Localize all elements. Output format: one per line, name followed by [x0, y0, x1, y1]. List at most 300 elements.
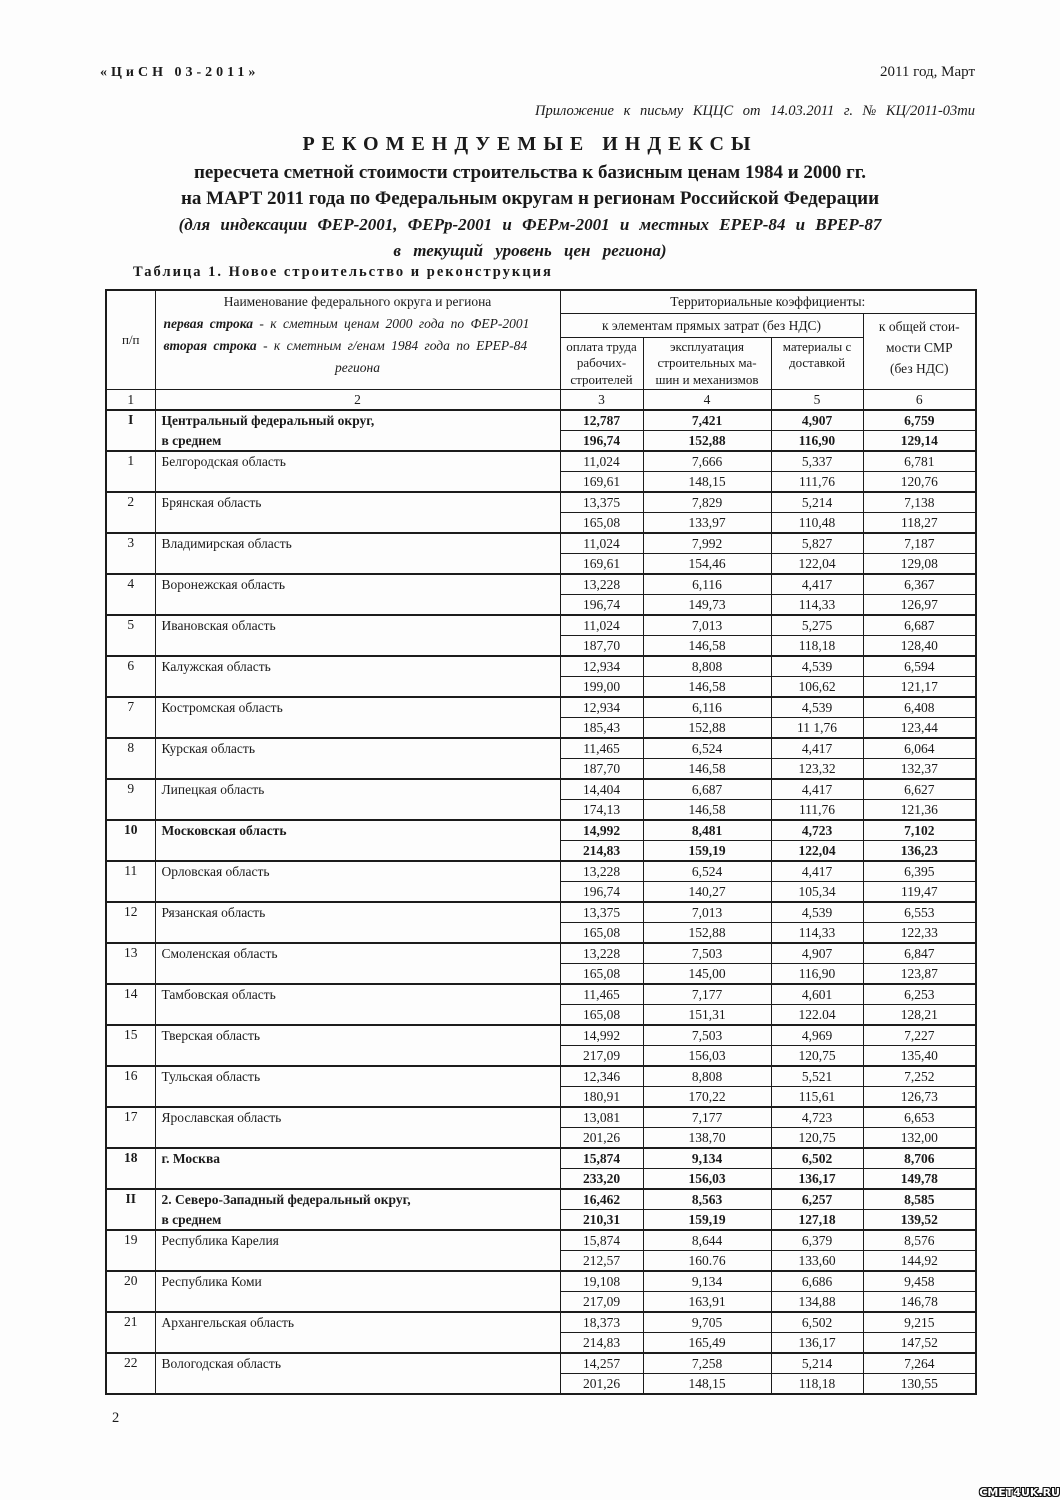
index-value-2000: 15,874	[560, 1230, 643, 1251]
row-number: I	[106, 410, 155, 451]
index-value-1984: 165,49	[643, 1333, 771, 1354]
machines-line-2: строительных ма-	[657, 355, 757, 371]
index-value-2000: 12,934	[560, 697, 643, 718]
index-value-1984: 134,88	[771, 1292, 863, 1313]
table-row	[106, 943, 976, 964]
index-value-2000: 6,553	[863, 902, 976, 923]
index-value-1984: 123,32	[771, 759, 863, 780]
row-number: 8	[106, 738, 155, 779]
index-value-1984: 140,27	[643, 882, 771, 903]
index-value-1984: 126,73	[863, 1087, 976, 1108]
row-number: 3	[106, 533, 155, 574]
region-name-line-1: г. Москва	[161, 1151, 220, 1167]
index-value-1984: 122.04	[771, 1005, 863, 1026]
index-value-2000: 7,264	[863, 1353, 976, 1374]
index-value-1984: 136,17	[771, 1169, 863, 1190]
col-number-5: 5	[771, 390, 863, 411]
machines-line-3: шин и механизмов	[655, 371, 759, 387]
index-value-1984: 152,88	[643, 923, 771, 944]
index-value-2000: 4,417	[771, 574, 863, 595]
index-value-1984: 114,33	[771, 595, 863, 616]
row-number: 15	[106, 1025, 155, 1066]
index-value-1984: 165,08	[560, 1005, 643, 1026]
index-value-1984: 169,61	[560, 472, 643, 493]
index-value-2000: 8,585	[863, 1189, 976, 1210]
table-row	[106, 656, 976, 677]
table-row	[106, 451, 976, 472]
index-value-2000: 7,013	[643, 902, 771, 923]
index-value-1984: 217,09	[560, 1292, 643, 1313]
index-value-1984: 233,20	[560, 1169, 643, 1190]
index-value-2000: 6,847	[863, 943, 976, 964]
region-name-line-1: Смоленская область	[161, 946, 278, 962]
index-value-2000: 6,627	[863, 779, 976, 800]
index-value-1984: 127,18	[771, 1210, 863, 1231]
note-1-lead: первая строка	[163, 316, 254, 331]
row-number: 7	[106, 697, 155, 738]
index-value-1984: 146,58	[643, 800, 771, 821]
col-header-direct-costs: к элементам прямых затрат (без НДС)	[560, 314, 863, 338]
index-value-2000: 6,064	[863, 738, 976, 759]
index-value-2000: 7,666	[643, 451, 771, 472]
index-value-2000: 7,187	[863, 533, 976, 554]
index-value-2000: 6,408	[863, 697, 976, 718]
index-value-2000: 7,177	[643, 1107, 771, 1128]
indices-table	[105, 289, 977, 1395]
index-value-1984: 133,60	[771, 1251, 863, 1272]
index-value-2000: 5,275	[771, 615, 863, 636]
note-2-lead: вторая строка	[163, 338, 257, 353]
labor-line-2: рабочих-	[576, 355, 627, 371]
table-row	[106, 861, 976, 882]
index-value-2000: 6,395	[863, 861, 976, 882]
index-value-2000: 7,013	[643, 615, 771, 636]
index-value-1984: 165,08	[560, 923, 643, 944]
index-value-1984: 115,61	[771, 1087, 863, 1108]
index-value-2000: 4,601	[771, 984, 863, 1005]
index-value-2000: 14,257	[560, 1353, 643, 1374]
materials-line-1: материалы с	[782, 339, 852, 354]
index-value-2000: 5,827	[771, 533, 863, 554]
index-value-2000: 8,644	[643, 1230, 771, 1251]
region-name-line-1: Тверская область	[161, 1028, 261, 1044]
table-caption: Таблица 1. Новое строительство и реконструкция	[133, 264, 553, 280]
index-value-1984: 144,92	[863, 1251, 976, 1272]
region-name	[155, 1312, 560, 1353]
table-row	[106, 1025, 976, 1046]
index-value-2000: 11,465	[560, 984, 643, 1005]
row-number: 1	[106, 451, 155, 492]
labor-line-1: оплата труда	[566, 339, 637, 354]
index-value-2000: 8,808	[643, 656, 771, 677]
col-header-machines	[643, 338, 771, 390]
region-name	[155, 902, 560, 943]
index-value-2000: 4,723	[771, 1107, 863, 1128]
index-value-2000: 19,108	[560, 1271, 643, 1292]
index-value-1984: 149,78	[863, 1169, 976, 1190]
index-value-2000: 11,024	[560, 451, 643, 472]
index-value-2000: 6,759	[863, 410, 976, 431]
index-value-2000: 6,687	[643, 779, 771, 800]
subtitle-line-3: (для индексации ФЕР-2001, ФЕРр-2001 и ФЕРм-2001 и местных ЕРЕР-84 и ВРЕР-87	[178, 215, 882, 234]
index-value-1984: 11 1,76	[771, 718, 863, 739]
index-value-2000: 5,214	[771, 1353, 863, 1374]
row-number: 17	[106, 1107, 155, 1148]
region-name-line-2: в среднем	[161, 1211, 222, 1227]
index-value-2000: 7,829	[643, 492, 771, 513]
index-value-1984: 111,76	[771, 472, 863, 493]
index-value-2000: 14,404	[560, 779, 643, 800]
index-value-1984: 129,08	[863, 554, 976, 575]
table-row	[106, 410, 976, 431]
index-value-1984: 149,73	[643, 595, 771, 616]
index-value-2000: 4,969	[771, 1025, 863, 1046]
index-value-2000: 6,116	[643, 697, 771, 718]
index-value-2000: 6,781	[863, 451, 976, 472]
row-number: II	[106, 1189, 155, 1230]
region-name	[155, 615, 560, 656]
index-value-2000: 6,257	[771, 1189, 863, 1210]
row-number: 2	[106, 492, 155, 533]
col-header-smr-total	[863, 314, 976, 390]
index-value-1984: 122,33	[863, 923, 976, 944]
table-row	[106, 1189, 976, 1210]
region-name	[155, 1230, 560, 1271]
index-value-2000: 6,687	[863, 615, 976, 636]
index-value-1984: 106,62	[771, 677, 863, 698]
index-value-1984: 128,21	[863, 1005, 976, 1026]
row-number: 22	[106, 1353, 155, 1394]
region-name-line-1: 2. Северо-Западный федеральный округ,	[161, 1192, 411, 1208]
index-value-2000: 6,524	[643, 861, 771, 882]
index-value-1984: 147,52	[863, 1333, 976, 1354]
index-value-2000: 12,346	[560, 1066, 643, 1087]
col-header-territorial-coefficients: Территориальные коэффициенты:	[560, 290, 976, 314]
region-name	[155, 451, 560, 492]
index-value-2000: 4,539	[771, 697, 863, 718]
row-number: 13	[106, 943, 155, 984]
index-value-2000: 12,787	[560, 410, 643, 431]
index-value-1984: 126,97	[863, 595, 976, 616]
index-value-1984: 123,87	[863, 964, 976, 985]
column-number-row	[106, 390, 976, 411]
index-value-1984: 120,75	[771, 1128, 863, 1149]
index-value-2000: 7,227	[863, 1025, 976, 1046]
index-value-1984: 138,70	[643, 1128, 771, 1149]
index-value-2000: 6,367	[863, 574, 976, 595]
header-row-1	[106, 290, 976, 314]
index-value-2000: 6,116	[643, 574, 771, 595]
index-value-2000: 7,258	[643, 1353, 771, 1374]
table-row	[106, 820, 976, 841]
index-value-1984: 151,31	[643, 1005, 771, 1026]
index-value-2000: 13,228	[560, 861, 643, 882]
index-value-2000: 4,907	[771, 410, 863, 431]
index-value-1984: 120,75	[771, 1046, 863, 1067]
smr-line-3: (без НДС)	[890, 361, 949, 376]
region-name-line-1: Ивановская область	[161, 618, 276, 634]
index-value-2000: 7,252	[863, 1066, 976, 1087]
index-value-1984: 201,26	[560, 1374, 643, 1395]
machines-line-1: эксплуатация	[669, 339, 745, 354]
materials-line-2: доставкой	[788, 355, 846, 371]
index-value-1984: 148,15	[643, 472, 771, 493]
index-value-2000: 4,539	[771, 902, 863, 923]
index-value-1984: 118,18	[771, 636, 863, 657]
index-value-2000: 11,024	[560, 615, 643, 636]
row-number: 20	[106, 1271, 155, 1312]
index-value-1984: 121,17	[863, 677, 976, 698]
index-value-2000: 13,375	[560, 492, 643, 513]
row-number: 4	[106, 574, 155, 615]
row-number: 19	[106, 1230, 155, 1271]
annex-line: Приложение к письму КЦЦС от 14.03.2011 г. № КЦ/2011-03ти	[535, 103, 975, 119]
table-row	[106, 492, 976, 513]
subtitle-line-2: на МАРТ 2011 года по Федеральным округам н регионам Российской Федерации	[180, 188, 880, 209]
region-name-line-1: Брянская область	[161, 495, 262, 511]
region-name-line-1: Костромская область	[161, 700, 283, 716]
index-value-1984: 139,52	[863, 1210, 976, 1231]
index-value-2000: 4,417	[771, 738, 863, 759]
index-value-2000: 9,215	[863, 1312, 976, 1333]
index-value-2000: 6,594	[863, 656, 976, 677]
index-value-2000: 8,563	[643, 1189, 771, 1210]
region-name-line-2: в среднем	[161, 432, 222, 448]
issue-date: 2011 год, Март	[879, 64, 975, 80]
index-value-1984: 174,13	[560, 800, 643, 821]
region-header-note-3: региона	[335, 360, 380, 375]
index-value-1984: 132,37	[863, 759, 976, 780]
region-name	[155, 697, 560, 738]
index-value-2000: 6,686	[771, 1271, 863, 1292]
index-value-2000: 4,417	[771, 779, 863, 800]
region-name	[155, 738, 560, 779]
region-name-line-1: Московская область	[161, 823, 287, 839]
col-number-1: 1	[106, 390, 155, 411]
row-number: 16	[106, 1066, 155, 1107]
col-header-labor-pay	[560, 338, 643, 390]
table-row	[106, 902, 976, 923]
index-value-1984: 114,33	[771, 923, 863, 944]
region-name-line-1: Орловская область	[161, 864, 270, 880]
region-name-line-1: Архангельская область	[161, 1315, 295, 1331]
region-name-line-1: Владимирская область	[161, 536, 292, 552]
row-number: 21	[106, 1312, 155, 1353]
index-value-1984: 123,44	[863, 718, 976, 739]
region-name	[155, 1107, 560, 1148]
index-value-1984: 187,70	[560, 636, 643, 657]
col-header-pp: п/п	[106, 290, 155, 390]
row-number: 11	[106, 861, 155, 902]
index-value-1984: 122,04	[771, 554, 863, 575]
row-number: 5	[106, 615, 155, 656]
region-name	[155, 861, 560, 902]
index-value-2000: 4,539	[771, 656, 863, 677]
subtitle-line-1: пересчета сметной стоимости строительства к базисным ценам 1984 и 2000 гг.	[193, 162, 867, 183]
index-value-1984: 217,09	[560, 1046, 643, 1067]
table-row	[106, 533, 976, 554]
table-row	[106, 574, 976, 595]
index-value-1984: 160.76	[643, 1251, 771, 1272]
index-value-2000: 6,502	[771, 1312, 863, 1333]
watermark: CMET4UK.RU	[979, 1486, 1060, 1499]
index-value-1984: 187,70	[560, 759, 643, 780]
index-value-2000: 4,723	[771, 820, 863, 841]
table-row	[106, 984, 976, 1005]
table-row	[106, 1312, 976, 1333]
index-value-1984: 116,90	[771, 431, 863, 452]
index-value-1984: 146,58	[643, 636, 771, 657]
index-value-2000: 8,481	[643, 820, 771, 841]
index-value-1984: 165,08	[560, 964, 643, 985]
col-number-3: 3	[560, 390, 643, 411]
region-name	[155, 574, 560, 615]
index-value-2000: 6,253	[863, 984, 976, 1005]
index-value-1984: 185,43	[560, 718, 643, 739]
index-value-1984: 135,40	[863, 1046, 976, 1067]
table-row	[106, 1271, 976, 1292]
region-name	[155, 820, 560, 861]
region-name	[155, 1189, 560, 1230]
index-value-2000: 7,503	[643, 943, 771, 964]
table-row	[106, 1230, 976, 1251]
index-value-2000: 7,503	[643, 1025, 771, 1046]
index-value-2000: 13,081	[560, 1107, 643, 1128]
index-value-2000: 13,228	[560, 574, 643, 595]
index-value-2000: 7,421	[643, 410, 771, 431]
col-number-2: 2	[155, 390, 560, 411]
index-value-1984: 130,55	[863, 1374, 976, 1395]
index-value-1984: 196,74	[560, 431, 643, 452]
index-value-1984: 133,97	[643, 513, 771, 534]
index-value-1984: 121,36	[863, 800, 976, 821]
region-name-line-1: Ярославская область	[161, 1110, 282, 1126]
index-value-2000: 12,934	[560, 656, 643, 677]
masthead	[100, 64, 975, 81]
region-name	[155, 984, 560, 1025]
index-value-1984: 136,23	[863, 841, 976, 862]
region-header-note-2	[164, 335, 552, 357]
doc-code: «ЦиСН 03-2011»	[100, 65, 260, 80]
index-value-1984: 154,46	[643, 554, 771, 575]
col-header-region	[155, 290, 560, 390]
row-number: 10	[106, 820, 155, 861]
region-name-line-1: Рязанская область	[161, 905, 266, 921]
smr-line-2: мости СМР	[885, 340, 953, 355]
index-value-1984: 214,83	[560, 841, 643, 862]
row-number: 9	[106, 779, 155, 820]
region-name-line-1: Республика Карелия	[161, 1233, 279, 1249]
index-value-1984: 169,61	[560, 554, 643, 575]
region-name	[155, 1148, 560, 1189]
table-row	[106, 1148, 976, 1169]
table-row	[106, 1353, 976, 1374]
index-value-1984: 199,00	[560, 677, 643, 698]
subtitle-line-4: в текущий уровень цен региона)	[393, 241, 667, 260]
region-name	[155, 656, 560, 697]
region-name	[155, 943, 560, 984]
index-value-1984: 201,26	[560, 1128, 643, 1149]
index-value-2000: 14,992	[560, 820, 643, 841]
index-value-2000: 6,502	[771, 1148, 863, 1169]
table-row	[106, 697, 976, 718]
index-value-2000: 6,379	[771, 1230, 863, 1251]
index-value-1984: 118,18	[771, 1374, 863, 1395]
index-value-2000: 15,874	[560, 1148, 643, 1169]
index-value-2000: 6,653	[863, 1107, 976, 1128]
smr-line-1: к общей стои-	[878, 319, 960, 334]
index-value-2000: 6,524	[643, 738, 771, 759]
index-value-1984: 122,04	[771, 841, 863, 862]
index-value-1984: 132,00	[863, 1128, 976, 1149]
region-name-line-1: Центральный федеральный округ,	[161, 413, 375, 428]
region-name	[155, 1025, 560, 1066]
index-value-2000: 9,458	[863, 1271, 976, 1292]
index-value-2000: 13,228	[560, 943, 643, 964]
index-value-2000: 7,177	[643, 984, 771, 1005]
index-value-1984: 146,78	[863, 1292, 976, 1313]
index-value-2000: 9,134	[643, 1148, 771, 1169]
col-number-6: 6	[863, 390, 976, 411]
region-header-title: Наименование федерального округа и региона	[223, 294, 492, 309]
index-value-1984: 145,00	[643, 964, 771, 985]
labor-line-3: строителей	[570, 371, 633, 387]
region-name-line-1: Воронежская область	[161, 577, 286, 593]
table-row	[106, 779, 976, 800]
region-name-line-1: Тамбовская область	[161, 987, 276, 1003]
index-value-2000: 8,576	[863, 1230, 976, 1251]
table-row	[106, 1107, 976, 1128]
index-value-2000: 4,417	[771, 861, 863, 882]
index-value-2000: 5,521	[771, 1066, 863, 1087]
index-value-2000: 8,706	[863, 1148, 976, 1169]
index-value-2000: 9,705	[643, 1312, 771, 1333]
region-name-line-1: Курская область	[161, 741, 255, 757]
region-name-line-1: Тульская область	[161, 1069, 261, 1085]
index-value-2000: 4,907	[771, 943, 863, 964]
index-value-2000: 11,465	[560, 738, 643, 759]
index-value-1984: 128,40	[863, 636, 976, 657]
note-2-rest: - к сметным г/енам 1984 года по ЕРЕР-84	[256, 338, 528, 353]
index-value-1984: 120,76	[863, 472, 976, 493]
index-value-1984: 196,74	[560, 882, 643, 903]
region-header-note-1	[164, 313, 552, 335]
page-number: 2	[112, 1410, 120, 1426]
page-title: РЕКОМЕНДУЕМЫЕ ИНДЕКСЫ	[302, 133, 758, 155]
index-value-1984: 156,03	[643, 1169, 771, 1190]
index-value-2000: 5,337	[771, 451, 863, 472]
index-value-2000: 14,992	[560, 1025, 643, 1046]
region-name	[155, 492, 560, 533]
table-row	[106, 1066, 976, 1087]
region-name	[155, 533, 560, 574]
index-value-1984: 111,76	[771, 800, 863, 821]
index-value-1984: 180,91	[560, 1087, 643, 1108]
index-value-1984: 159,19	[643, 1210, 771, 1231]
index-value-1984: 214,83	[560, 1333, 643, 1354]
row-number: 18	[106, 1148, 155, 1189]
region-name-line-1: Республика Коми	[161, 1274, 262, 1290]
index-value-2000: 18,373	[560, 1312, 643, 1333]
index-value-1984: 129,14	[863, 431, 976, 452]
col-number-4: 4	[643, 390, 771, 411]
region-name	[155, 779, 560, 820]
index-value-2000: 7,138	[863, 492, 976, 513]
index-value-2000: 13,375	[560, 902, 643, 923]
note-1-rest: - к сметным ценам 2000 года по ФЕР-2001	[253, 316, 530, 331]
region-name	[155, 410, 560, 451]
index-value-2000: 7,992	[643, 533, 771, 554]
